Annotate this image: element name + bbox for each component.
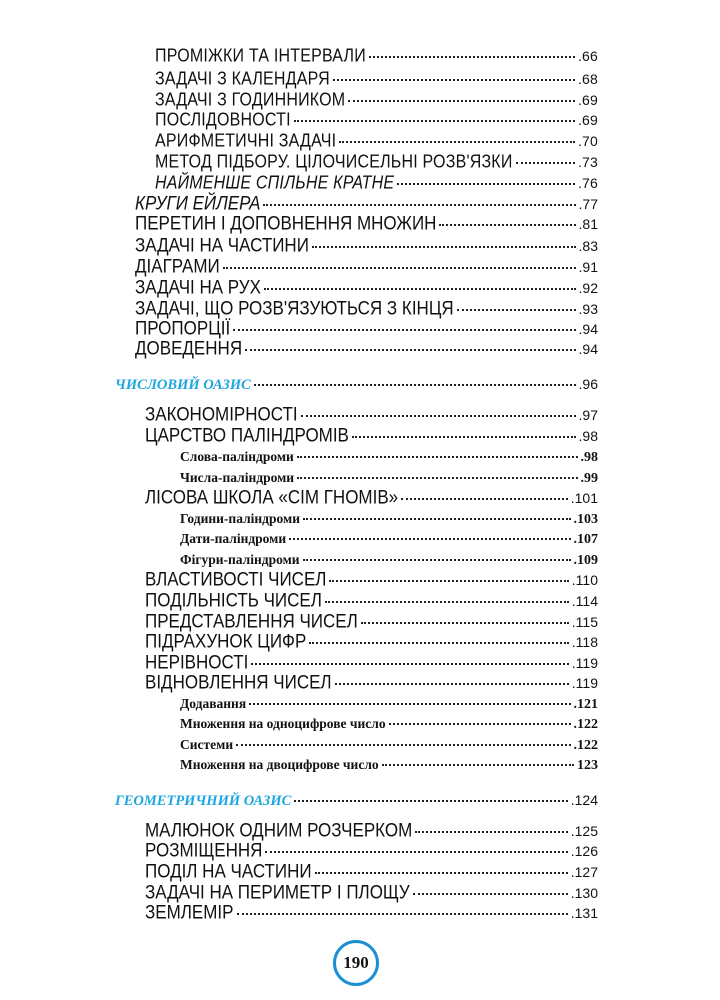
toc-entry-title: АРИФМЕТИЧНІ ЗАДАЧІ xyxy=(155,131,337,152)
toc-entry-page: .126 xyxy=(570,843,598,859)
dot-leader xyxy=(415,830,567,833)
toc-entry-title: ДОВЕДЕННЯ xyxy=(135,337,243,360)
section-heading-numeric-oasis[interactable] xyxy=(115,373,598,395)
dot-leader xyxy=(251,662,568,665)
toc-entry-title: ЗАДАЧІ З ГОДИННИКОМ xyxy=(155,90,346,111)
dot-leader xyxy=(369,55,575,58)
toc-entry-page: .91 xyxy=(578,259,598,275)
toc-entry-page: .127 xyxy=(570,864,598,880)
dot-leader xyxy=(303,517,571,520)
dot-leader xyxy=(294,799,567,802)
dot-leader xyxy=(325,600,569,603)
toc-entry-page: .81 xyxy=(578,216,598,232)
toc-subentry[interactable] xyxy=(180,713,598,735)
toc-entry-page: .114 xyxy=(571,593,598,609)
dot-leader xyxy=(333,78,575,81)
toc-entry[interactable] xyxy=(155,68,598,90)
toc-entry-title: Числа-паліндроми xyxy=(180,470,295,485)
toc-entry-title: ЦАРСТВО ПАЛІНДРОМІВ xyxy=(145,424,349,447)
dot-leader xyxy=(361,621,569,624)
toc-entry-page: .101 xyxy=(570,490,598,506)
toc-entry-page: .110 xyxy=(571,572,598,588)
toc-entry-page: .94 xyxy=(578,341,598,357)
toc-entry[interactable] xyxy=(145,425,598,447)
dot-leader xyxy=(263,203,575,206)
toc-entry-page: .122 xyxy=(573,717,598,732)
section-heading-geometric-oasis[interactable] xyxy=(115,789,598,811)
toc-subentry[interactable] xyxy=(180,446,598,468)
toc-entry[interactable] xyxy=(155,130,598,152)
toc-entry-title: Множення на двоцифрове число xyxy=(180,757,379,772)
toc-entry-title: ПОДІЛЬНІСТЬ ЧИСЕЛ xyxy=(145,589,322,612)
dot-leader xyxy=(249,702,570,705)
section-title: ГЕОМЕТРИЧНИЙ ОАЗИС xyxy=(115,793,292,809)
toc-entry-page: .99 xyxy=(580,471,598,486)
dot-leader xyxy=(315,871,568,874)
toc-entry-page: .98 xyxy=(580,450,598,465)
dot-leader xyxy=(457,308,576,311)
toc-entry-title: Години-паліндроми xyxy=(180,511,300,526)
dot-leader xyxy=(223,266,576,269)
toc-entry-page: .115 xyxy=(571,614,598,630)
dot-leader xyxy=(297,476,577,479)
toc-entry-page: .68 xyxy=(577,71,598,87)
toc-entry-title: ПРОПОРЦІЇ xyxy=(135,317,231,340)
dot-leader xyxy=(339,140,575,143)
toc-entry-page: .94 xyxy=(578,321,598,337)
dot-leader xyxy=(335,682,569,685)
toc-entry-title: ПОДІЛ НА ЧАСТИНИ xyxy=(145,860,312,883)
toc-entry-title: МЕТОД ПІДБОРУ. ЦІЛОЧИСЕЛЬНІ РОЗВ'ЯЗКИ xyxy=(155,152,513,173)
dot-leader xyxy=(439,223,575,226)
toc-entry-title: Множення на одноцифрове число xyxy=(180,716,386,731)
toc-entry-page: .121 xyxy=(573,697,598,712)
toc-entry-page: .66 xyxy=(577,48,598,64)
dot-leader xyxy=(516,161,575,164)
toc-subentry[interactable] xyxy=(180,693,598,715)
toc-entry-title: ЗАДАЧІ НА РУХ xyxy=(135,276,261,299)
toc-entry-title: НЕРІВНОСТІ xyxy=(145,651,249,674)
dot-leader xyxy=(413,892,568,895)
toc-entry-page: .119 xyxy=(571,675,598,691)
toc-entry-page: .118 xyxy=(571,634,598,650)
toc-entry-title: ЗАДАЧІ НА ПЕРИМЕТР І ПЛОЩУ xyxy=(145,881,410,904)
toc-entry-title: ВЛАСТИВОСТІ ЧИСЕЛ xyxy=(145,568,327,591)
toc-entry[interactable] xyxy=(155,45,598,67)
toc-entry-title: ЗЕМЛЕМІР xyxy=(145,901,234,924)
dot-leader xyxy=(397,182,575,185)
dot-leader xyxy=(245,348,575,351)
toc-entry-page: .98 xyxy=(578,428,598,444)
dot-leader xyxy=(297,455,578,458)
toc-entry[interactable] xyxy=(145,902,598,924)
toc-entry-page: .109 xyxy=(573,553,598,568)
toc-entry-title: ЛІСОВА ШКОЛА «СІМ ГНОМІВ» xyxy=(145,486,399,509)
toc-entry-page: .96 xyxy=(578,376,598,392)
dot-leader xyxy=(264,287,576,290)
toc-entry-page: .107 xyxy=(573,532,598,547)
toc-entry-page: .76 xyxy=(577,175,598,191)
toc-subentry[interactable] xyxy=(180,734,598,756)
toc-entry[interactable] xyxy=(145,487,598,509)
dot-leader xyxy=(389,722,571,725)
toc-entry-page: .97 xyxy=(578,407,598,423)
toc-entry-page: .119 xyxy=(571,655,598,671)
dot-leader xyxy=(254,383,576,386)
dot-leader xyxy=(233,328,575,331)
toc-entry-page: .103 xyxy=(573,512,598,527)
toc-entry-page: .83 xyxy=(578,238,598,254)
dot-leader xyxy=(301,414,576,417)
toc-entry[interactable] xyxy=(135,213,598,235)
toc-entry-title: ПІДРАХУНОК ЦИФР xyxy=(145,630,307,653)
toc-entry-title: ЗАДАЧІ НА ЧАСТИНИ xyxy=(135,234,309,257)
toc-entry-title: КРУГИ ЕЙЛЕРА xyxy=(135,192,261,215)
toc-entry[interactable] xyxy=(135,338,598,360)
toc-entry-page: .77 xyxy=(578,196,598,212)
toc-entry-title: ЗАДАЧІ, ЩО РОЗВ'ЯЗУЮТЬСЯ З КІНЦЯ xyxy=(135,297,454,320)
toc-entry-title: Додавання xyxy=(180,696,247,711)
toc-entry-title: Системи xyxy=(180,737,234,752)
toc-entry[interactable] xyxy=(155,109,598,131)
toc-entry-title: НАЙМЕНШЕ СПІЛЬНЕ КРАТНЕ xyxy=(155,173,395,194)
toc-entry-title: ПРЕДСТАВЛЕННЯ ЧИСЕЛ xyxy=(145,610,358,633)
toc-entry-page: .93 xyxy=(578,301,598,317)
dot-leader xyxy=(329,579,568,582)
dot-leader xyxy=(237,912,568,915)
toc-entry-title: Фігури-паліндроми xyxy=(180,552,300,567)
toc-entry-page: .125 xyxy=(570,823,598,839)
toc-entry-page: .124 xyxy=(570,792,598,808)
toc-entry-page: .69 xyxy=(577,92,598,108)
toc-entry-title: ЗАДАЧІ З КАЛЕНДАРЯ xyxy=(155,69,330,90)
section-title: ЧИСЛОВИЙ ОАЗИС xyxy=(115,377,251,393)
dot-leader xyxy=(303,558,571,561)
toc-subentry[interactable] xyxy=(180,754,598,776)
toc-entry-title: ПЕРЕТИН І ДОПОВНЕННЯ МНОЖИН xyxy=(135,212,437,235)
toc-entry-page: .92 xyxy=(578,280,598,296)
toc-subentry[interactable] xyxy=(180,528,598,550)
toc-entry-page: .131 xyxy=(570,905,598,921)
toc-entry-title: ДІАГРАМИ xyxy=(135,255,220,278)
toc-entry-page: .130 xyxy=(570,885,598,901)
dot-leader xyxy=(265,850,567,853)
dot-leader xyxy=(294,119,575,122)
toc-entry-title: Дати-паліндроми xyxy=(180,531,287,546)
toc-entry-title: ВІДНОВЛЕННЯ ЧИСЕЛ xyxy=(145,671,332,694)
toc-entry-page: .70 xyxy=(577,133,598,149)
dot-leader xyxy=(382,763,574,766)
dot-leader xyxy=(309,641,568,644)
toc-entry-title: ПОСЛІДОВНОСТІ xyxy=(155,110,291,131)
toc-subentry[interactable] xyxy=(180,508,598,530)
dot-leader xyxy=(401,497,568,500)
toc-entry-title: ПРОМІЖКИ ТА ІНТЕРВАЛИ xyxy=(155,46,366,67)
toc-entry-title: РОЗМІЩЕННЯ xyxy=(145,839,263,862)
dot-leader xyxy=(312,245,576,248)
toc-entry-page: .122 xyxy=(573,738,598,753)
dot-leader xyxy=(236,743,570,746)
toc-entry[interactable] xyxy=(145,672,598,694)
toc-entry-page: .73 xyxy=(577,154,598,170)
dot-leader xyxy=(348,99,575,102)
toc-entry-title: МАЛЮНОК ОДНИМ РОЗЧЕРКОМ xyxy=(145,819,413,842)
toc-entry-page: .69 xyxy=(577,112,598,128)
dot-leader xyxy=(352,435,576,438)
page-number-badge: 190 xyxy=(333,940,379,986)
toc-entry-page: 123 xyxy=(577,758,598,773)
dot-leader xyxy=(289,537,570,540)
toc-entry-title: ЗАКОНОМІРНОСТІ xyxy=(145,403,298,426)
toc-entry-title: Слова-паліндроми xyxy=(180,449,294,464)
toc-entry[interactable] xyxy=(155,151,598,173)
